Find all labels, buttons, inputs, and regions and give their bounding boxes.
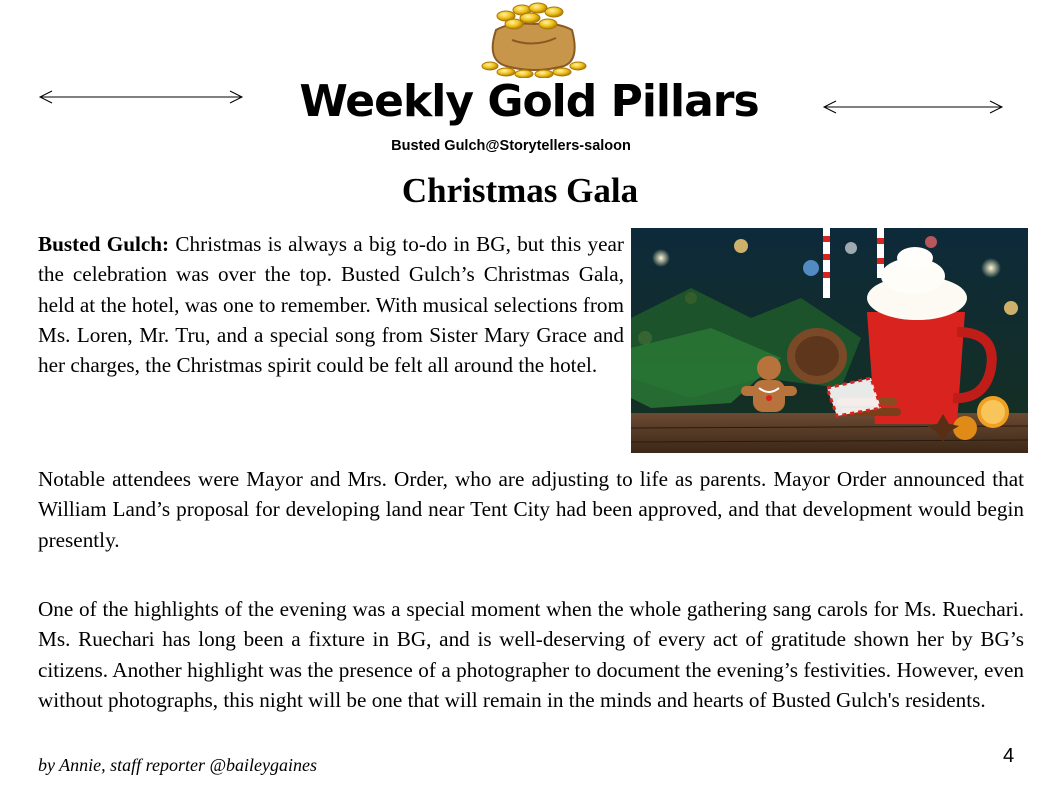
masthead-tagline: Busted Gulch@Storytellers-saloon (391, 138, 631, 154)
masthead-title: Weekly Gold Pillars (299, 76, 759, 127)
dateline: Busted Gulch: (38, 232, 170, 256)
article-paragraph-2: Notable attendees were Mayor and Mrs. Order, who are adjusting to life as parents. Mayor Order announced that William Land’s proposal for developing land near Tent City had been approved, and that development would begin presently. (38, 467, 1024, 552)
gold-coin-bag-icon (476, 0, 592, 78)
christmas-cocoa-photo (631, 228, 1028, 453)
page-number: 4 (1003, 745, 1015, 767)
article-paragraph-3: One of the highlights of the evening was a special moment when the whole gathering sang carols for Ms. Ruechari. Ms. Ruechari has long been a fixture in BG, and is well-deserving of every act of gratitude shown her by BG’s citizens. Another highlight was the presence of a photographer to document the evening’s festivities. However, even without photographs, this night will be one that will remain in the minds and hearts of Busted Gulch's residents. (38, 597, 1024, 712)
article-headline: Christmas Gala (401, 171, 639, 210)
paragraph-1-text: Christmas is always a big to-do in BG, but this year the celebration was over the top. Busted Gulch’s Christmas Gala, held at the hotel, was one to remember. With musical selections from Ms. Loren, Mr. Tru, and a special song from Sister Mary Grace and her charges, the Christmas spirit could be felt all around the hotel. (38, 232, 624, 378)
article-paragraph-1 (38, 229, 624, 380)
byline: by Annie, staff reporter @baileygaines (38, 755, 318, 775)
